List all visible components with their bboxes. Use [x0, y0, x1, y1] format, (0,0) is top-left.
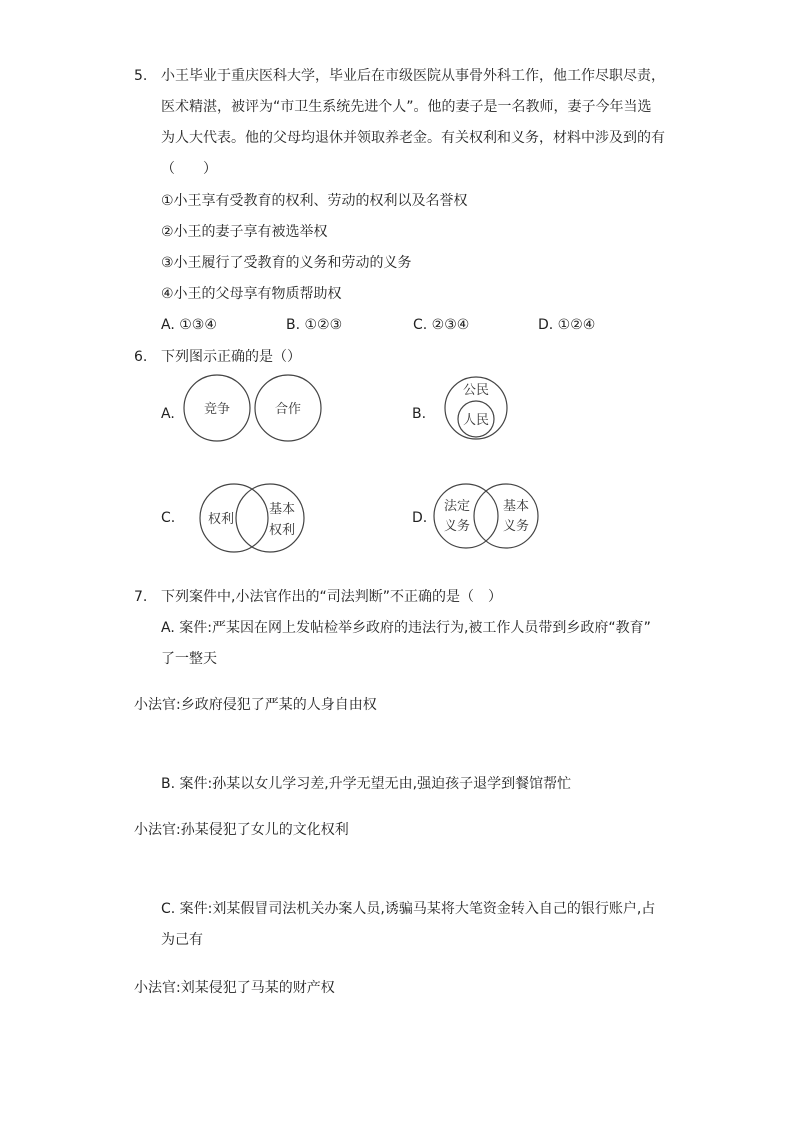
- q6-option-d-diagram[interactable]: [432, 482, 540, 550]
- q5-stem-line2: 医术精湛，被评为“市卫生系统先进个人”。他的妻子是一名教师，妻子今年当选: [161, 99, 652, 115]
- q6-option-c-letter[interactable]: C.: [161, 510, 176, 526]
- basic-rights-label-top: 基本: [268, 502, 296, 517]
- q6-number: 6.: [134, 349, 148, 365]
- q6-option-a-letter[interactable]: A.: [161, 406, 175, 422]
- cooperation-label: 合作: [274, 402, 302, 417]
- q5-stem-line1: 小王毕业于重庆医科大学，毕业后在市级医院从事骨外科工作，他工作尽职尽责，: [161, 68, 665, 84]
- q7-judgement-a: 小法官:乡政府侵犯了严某的人身自由权: [134, 697, 377, 713]
- q7-number: 7.: [134, 589, 148, 605]
- legal-duty-circle: [434, 484, 498, 548]
- q7-case-c-line1: C. 案件:刘某假冒司法机关办案人员,诱骗马某将大笔资金转入自己的银行账户,占: [161, 901, 656, 917]
- q7-judgement-c: 小法官:刘某侵犯了马某的财产权: [134, 980, 335, 996]
- q6-option-c-diagram[interactable]: [196, 482, 308, 554]
- q5-option-a[interactable]: A. ①③④: [161, 317, 217, 333]
- basic-duty-label-top: 基本: [502, 499, 530, 514]
- q6-option-d-letter[interactable]: D.: [412, 510, 428, 526]
- q7-case-a-line1: A. 案件:严某因在网上发帖检举乡政府的违法行为,被工作人员带到乡政府“教育”: [161, 620, 651, 636]
- q6-option-b-diagram[interactable]: [443, 374, 509, 442]
- q5-stem-line4: （ ）: [161, 161, 217, 177]
- competition-label: 竞争: [203, 402, 231, 417]
- basic-duty-label-bottom: 义务: [502, 519, 530, 534]
- basic-rights-label-bottom: 权利: [268, 523, 296, 538]
- basic-rights-circle: [236, 484, 304, 552]
- citizen-label: 公民: [462, 383, 490, 398]
- q7-judgement-b: 小法官:孙某侵犯了女儿的文化权利: [134, 822, 349, 838]
- q5-number: 5.: [134, 68, 148, 84]
- q7-case-a-line2: 了一整天: [161, 651, 217, 667]
- q5-statement-3: ③小王履行了受教育的义务和劳动的义务: [161, 255, 412, 271]
- q5-option-c[interactable]: C. ②③④: [413, 317, 470, 333]
- q7-case-b: B. 案件:孙某以女儿学习差,升学无望无由,强迫孩子退学到餐馆帮忙: [161, 776, 572, 792]
- rights-label: 权利: [207, 512, 235, 527]
- q5-stem-line3: 为人大代表。他的父母均退休并领取养老金。有关权利和义务，材料中涉及到的有: [161, 130, 665, 146]
- q5-option-d[interactable]: D. ①②④: [538, 317, 596, 333]
- legal-duty-label-bottom: 义务: [443, 519, 471, 534]
- q5-statement-4: ④小王的父母享有物质帮助权: [161, 286, 342, 302]
- q5-statement-1: ①小王享有受教育的权利、劳动的权利以及名誉权: [161, 193, 468, 209]
- basic-duty-circle: [474, 484, 538, 548]
- q5-option-b[interactable]: B. ①②③: [286, 317, 343, 333]
- q5-statement-2: ②小王的妻子享有被选举权: [161, 224, 328, 240]
- q6-option-a-diagram[interactable]: [180, 373, 325, 443]
- q7-stem: 下列案件中,小法官作出的“司法判断”不正确的是（ ）: [161, 589, 502, 605]
- legal-duty-label-top: 法定: [443, 499, 471, 514]
- people-label: 人民: [462, 413, 490, 428]
- q6-option-b-letter[interactable]: B.: [412, 406, 427, 422]
- q7-case-c-line2: 为己有: [161, 932, 203, 948]
- q6-stem: 下列图示正确的是（）: [161, 349, 301, 365]
